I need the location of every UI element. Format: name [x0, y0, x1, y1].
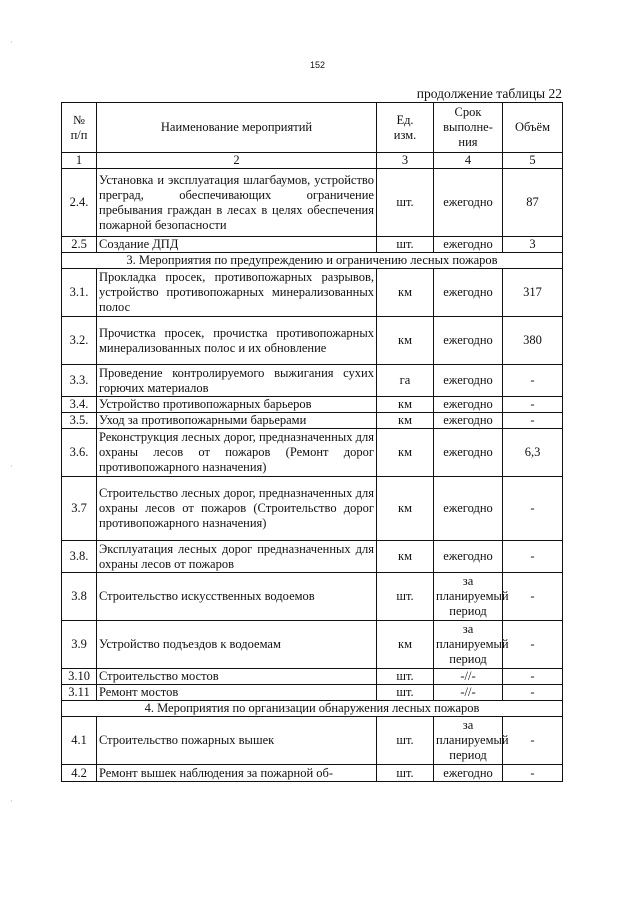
scan-mark: · [10, 462, 13, 471]
measure-name: Создание ДПД [97, 237, 377, 253]
term-cell: ежегодно [434, 429, 503, 477]
volume-cell: - [503, 669, 563, 685]
table-row [62, 541, 563, 573]
term-cell: ежегодно [434, 765, 503, 782]
column-number: 3 [377, 153, 434, 169]
table-row [62, 621, 563, 669]
column-number: 1 [62, 153, 97, 169]
measure-name: Ремонт мостов [97, 685, 377, 701]
table-row [62, 397, 563, 413]
column-number: 4 [434, 153, 503, 169]
measure-name: Ремонт вышек наблюдения за пожарной об- [97, 765, 377, 782]
row-number: 3.2. [62, 317, 97, 365]
volume-cell: - [503, 413, 563, 429]
scan-mark: · [10, 38, 13, 47]
volume-cell: - [503, 717, 563, 765]
term-cell: ежегодно [434, 413, 503, 429]
row-number: 2.4. [62, 169, 97, 237]
row-number: 3.5. [62, 413, 97, 429]
row-number: 4.2 [62, 765, 97, 782]
measures-table [61, 102, 563, 782]
table-row [62, 765, 563, 782]
header-unit: Ед. изм. [377, 103, 434, 153]
page-number: 152 [309, 60, 326, 70]
volume-cell: 3 [503, 237, 563, 253]
table-body [62, 169, 563, 782]
table-row [62, 669, 563, 685]
table-row [62, 269, 563, 317]
unit-cell: км [377, 413, 434, 429]
header-name: Наименование мероприятий [97, 103, 377, 153]
unit-cell: км [377, 541, 434, 573]
unit-cell: шт. [377, 685, 434, 701]
term-cell: ежегодно [434, 477, 503, 541]
measure-name: Строительство искусственных водоемов [97, 573, 377, 621]
column-number: 2 [97, 153, 377, 169]
section-row [62, 253, 563, 269]
header-volume: Объём [503, 103, 563, 153]
column-number-row [62, 153, 563, 169]
volume-cell: 380 [503, 317, 563, 365]
unit-cell: шт. [377, 237, 434, 253]
volume-cell: - [503, 541, 563, 573]
measure-name: Реконструкция лесных дорог, предназначенных для охраны лесов от пожаров (Ремонт дорог противопожарного назначения) [97, 429, 377, 477]
measure-name: Проведение контролируемого выжигания сухих горючих материалов [97, 365, 377, 397]
term-cell: ежегодно [434, 317, 503, 365]
row-number: 3.8 [62, 573, 97, 621]
term-cell: ежегодно [434, 237, 503, 253]
measure-name: Прокладка просек, противопожарных разрывов, устройство противопожарных минерализованных полос [97, 269, 377, 317]
header-term: Срок выполне- ния [434, 103, 503, 153]
table-row [62, 429, 563, 477]
table-row [62, 317, 563, 365]
table-header-row [62, 103, 563, 153]
row-number: 3.7 [62, 477, 97, 541]
term-cell: ежегодно [434, 169, 503, 237]
volume-cell: 6,3 [503, 429, 563, 477]
term-cell: ежегодно [434, 365, 503, 397]
term-cell: за планируемый период [434, 621, 503, 669]
header-num: № п/п [62, 103, 97, 153]
unit-cell: км [377, 429, 434, 477]
row-number: 3.6. [62, 429, 97, 477]
row-number: 2.5 [62, 237, 97, 253]
row-number: 3.10 [62, 669, 97, 685]
unit-cell: га [377, 365, 434, 397]
table-row [62, 573, 563, 621]
row-number: 3.11 [62, 685, 97, 701]
section-title: 3. Мероприятия по предупреждению и ограничению лесных пожаров [62, 253, 563, 269]
term-cell: ежегодно [434, 269, 503, 317]
row-number: 4.1 [62, 717, 97, 765]
section-row [62, 701, 563, 717]
row-number: 3.1. [62, 269, 97, 317]
unit-cell: шт. [377, 669, 434, 685]
row-number: 3.9 [62, 621, 97, 669]
term-cell: -//- [434, 669, 503, 685]
row-number: 3.3. [62, 365, 97, 397]
unit-cell: км [377, 269, 434, 317]
term-cell: ежегодно [434, 541, 503, 573]
measure-name: Строительство лесных дорог, предназначенных для охраны лесов от пожаров (Строительство дорог противопожарного назначения) [97, 477, 377, 541]
unit-cell: шт. [377, 573, 434, 621]
measure-name: Устройство противопожарных барьеров [97, 397, 377, 413]
volume-cell: - [503, 685, 563, 701]
measure-name: Уход за противопожарными барьерами [97, 413, 377, 429]
table-row [62, 169, 563, 237]
measure-name: Эксплуатация лесных дорог предназначенных для охраны лесов от пожаров [97, 541, 377, 573]
table-row [62, 237, 563, 253]
unit-cell: км [377, 477, 434, 541]
table-row [62, 685, 563, 701]
measure-name: Установка и эксплуатация шлагбаумов, устройство преград, обеспечивающих ограничение пребывания граждан в лесах в целях обеспечения пожарной безопасности [97, 169, 377, 237]
measure-name: Строительство пожарных вышек [97, 717, 377, 765]
volume-cell: - [503, 365, 563, 397]
volume-cell: - [503, 477, 563, 541]
scan-mark: · [10, 797, 13, 806]
section-title: 4. Мероприятия по организации обнаружения лесных пожаров [62, 701, 563, 717]
unit-cell: км [377, 397, 434, 413]
volume-cell: 317 [503, 269, 563, 317]
volume-cell: - [503, 765, 563, 782]
term-cell: за планируемый период [434, 573, 503, 621]
term-cell: ежегодно [434, 397, 503, 413]
term-cell: -//- [434, 685, 503, 701]
measure-name: Устройство подъездов к водоемам [97, 621, 377, 669]
row-number: 3.4. [62, 397, 97, 413]
volume-cell: - [503, 573, 563, 621]
unit-cell: шт. [377, 169, 434, 237]
unit-cell: км [377, 317, 434, 365]
volume-cell: 87 [503, 169, 563, 237]
unit-cell: шт. [377, 717, 434, 765]
table-row [62, 717, 563, 765]
table-row [62, 477, 563, 541]
table-row [62, 413, 563, 429]
measure-name: Прочистка просек, прочистка противопожарных минерализованных полос и их обновление [97, 317, 377, 365]
volume-cell: - [503, 621, 563, 669]
unit-cell: шт. [377, 765, 434, 782]
term-cell: за планируемый период [434, 717, 503, 765]
column-number: 5 [503, 153, 563, 169]
table-continuation-label: продолжение таблицы 22 [416, 86, 562, 101]
table-row [62, 365, 563, 397]
measure-name: Строительство мостов [97, 669, 377, 685]
unit-cell: км [377, 621, 434, 669]
volume-cell: - [503, 397, 563, 413]
row-number: 3.8. [62, 541, 97, 573]
